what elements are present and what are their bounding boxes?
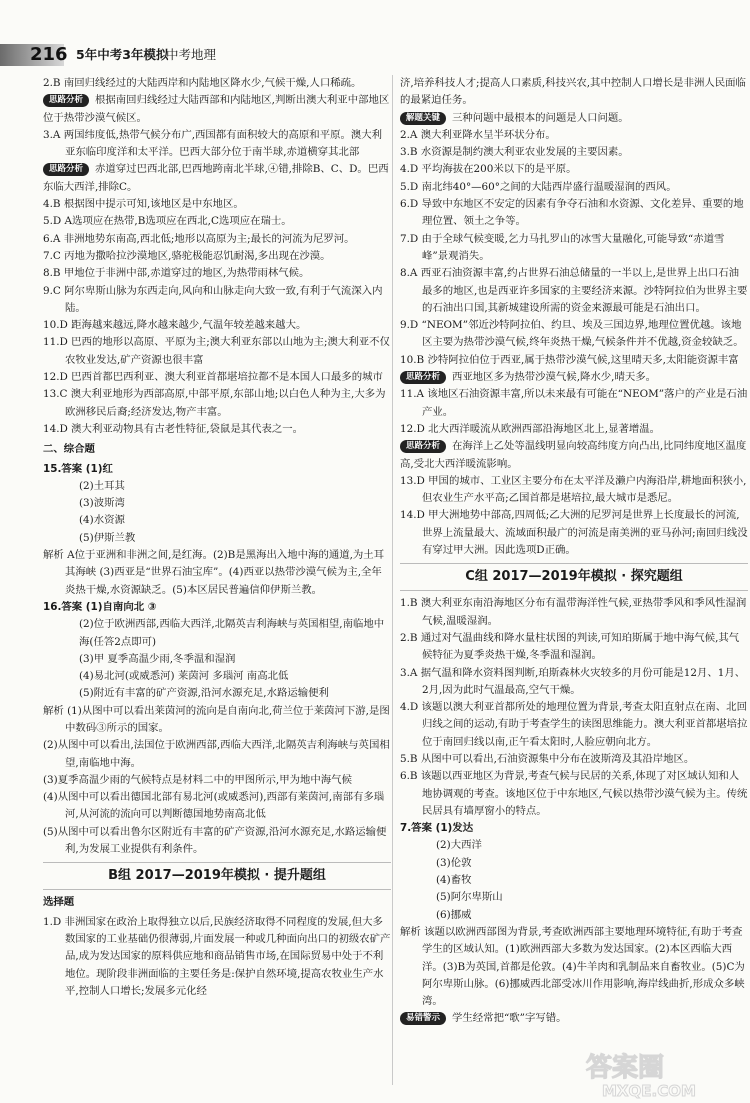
answer-item: (3)甲 夏季高温少雨,冬季温和湿润: [79, 652, 236, 665]
tip-text: 在海洋上乙处等温线明显向较高纬度方向凸出,比同纬度地区温度高,受北大西洋暖流影响。: [400, 440, 747, 470]
tip-label-badge: 解题关键: [400, 112, 446, 125]
analysis-line: (5)从图中可以看出鲁尔区附近有丰富的矿产资源,沿河水源充足,水路运输便利,为发展工业提供有利条件。: [43, 825, 387, 856]
answer-line: 3.A 两国纬度低,热带气候分布广,西国都有面积较大的高原和平原。澳大利亚东临印度洋和太平洋。巴西大部分位于南半球,赤道横穿其北部: [43, 128, 383, 159]
q16-answer-lines: [43, 616, 391, 702]
answer-item: (5)阿尔卑斯山: [436, 891, 503, 904]
group-b-title: B组 2017—2019年模拟 · 提升题组: [43, 862, 391, 890]
answer-line: 1.B 澳大利亚东南沿海地区分布有温带海洋性气候,亚热带季风和季风性湿润气候,温暖湿润。: [400, 597, 747, 627]
choice-title: 选择题: [43, 896, 75, 909]
tip-common-error-line: [400, 1010, 748, 1027]
book-title: 5年中考3年模拟: [76, 47, 169, 62]
answer-item: (4)畜牧: [436, 874, 472, 887]
analysis-line: (4)从图中可以看出德国北部有易北河(或威悉河),西部有莱茵河,南部有多瑙河,从河流的流向可以判断德国地势南高北低: [43, 791, 385, 821]
svg-text:答案圈: 答案圈: [586, 1053, 665, 1083]
q7-answer-head: 7.答案 (1)发达: [400, 822, 474, 835]
answer-line: 6.B 该题以西亚地区为背景,考查气候与民居的关系,体现了对区域认知和人地协调观的考查。该地区位于中东地区,气候以热带沙漠气候为主。传统民居具有墙厚窗小的特点。: [400, 770, 748, 817]
answer-line: 9.D “NEOM”邻近沙特阿拉伯、约旦、埃及三国边界,地理位置优越。该地区主要为热带沙漠气候,终年炎热干燥,气候条件并不优越,资金较缺乏。: [400, 319, 744, 349]
answer-line: 2.B 通过对气温曲线和降水量柱状图的判读,可知珀斯属于地中海气候,其气候特征为夏季炎热干燥,冬季温和湿润。: [400, 631, 740, 662]
right-answers-c: [400, 473, 748, 559]
b1-answer: 1.D 非洲国家在政治上取得独立以后,民族经济取得不同程度的发展,但大多数国家的工业基础仍很薄弱,片面发展一种或几种面向出口的初级农矿产品,成为发达国家的原料供应地和商品销售市场,在国际贸易中处于不利地位。现阶段非洲面临的主要任务是:保护自然环境,提高农牧业生产水平,控制人口增长;发展多元化经: [43, 915, 391, 997]
answer-item: (4)水资源: [79, 514, 125, 527]
q7-analysis: 解析 该题以欧洲西部图为背景,考查欧洲西部主要地理环境特征,有助于考查学生的区域认知。(1)欧洲西部大多数为发达国家。(2)本区西临大西洋。(3)B为英国,首都是伦敦。(4)牛羊肉和乳制品来自畜牧业。(5)C为阿尔卑斯山脉。(6)挪威西北部受冰川作用影响,海岸线曲折,形成众多峡湾。: [400, 925, 745, 1008]
tip-analysis-line: [400, 369, 748, 386]
answer-item: (4)易北河(或威悉河) 莱茵河 多瑙河 南高北低: [79, 670, 289, 683]
answer-line: 7.C 丙地为撒哈拉沙漠地区,骆驼极能忍饥耐渴,多出现在沙漠。: [43, 249, 331, 262]
answer-line: 10.B 沙特阿拉伯位于西亚,属于热带沙漠气候,这里晴天多,太阳能资源丰富: [400, 353, 739, 366]
page-header: [0, 0, 750, 66]
tip-text: 三种问题中最根本的问题是人口问题。: [452, 111, 629, 124]
left-answers: [43, 75, 391, 438]
answer-item: (5)附近有丰富的矿产资源,沿河水源充足,水路运输便利: [79, 687, 329, 700]
answer-line: 3.A 据气温和降水资料图判断,珀斯森林火灾较多的月份可能是12月、1月、2月,因为此时气温最高,空气干燥。: [400, 666, 746, 696]
tip-key-point-line: [400, 110, 748, 127]
q15-answer-head: 15.答案 (1)红: [43, 462, 113, 475]
tip-analysis-1: [400, 369, 748, 386]
answer-item: (3)波斯湾: [79, 497, 125, 510]
analysis-line: (3)夏季高温少雨的气候特点是材料二中的甲图所示,甲为地中海气候: [43, 773, 352, 786]
answer-item: (5)伊斯兰教: [79, 531, 136, 544]
answer-line: 8.B 甲地位于非洲中部,赤道穿过的地区,为热带雨林气候。: [43, 267, 310, 280]
answer-line: 13.D 甲国的城市、工业区主要分布在太平洋及濑户内海沿岸,耕地面积狭小,但农业生产水平高;乙国首都是堪培拉,最大城市是悉尼。: [400, 474, 747, 505]
answer-line: 4.D 该题以澳大利亚首都所处的地理位置为背景,考查太阳直射点在南、北回归线之间的运动,有助于考查学生的读图思维能力。澳大利亚首都堪培拉位于南回归线以南,正午看太阳时,人脸应朝向北方。: [400, 701, 748, 748]
tip-analysis-line: [400, 438, 748, 473]
q16-answer-head: 16.答案 (1)自南向北 ③: [43, 600, 157, 613]
answer-item: (2)土耳其: [79, 479, 125, 492]
right-column: [400, 75, 748, 1028]
answer-item: (2)位于欧洲西部,西临大西洋,北隔英吉利海峡与英国相望,南临地中海(任答2点即可): [79, 618, 385, 648]
tip-text: 西亚地区多为热带沙漠气候,降水少,晴天多。: [452, 371, 657, 384]
section-two-title: 二、综合题: [43, 443, 95, 456]
answer-line: 5.D 南北纬40°—60°之间的大陆西岸盛行温暖湿润的西风。: [400, 180, 677, 193]
answer-line: 12.D 北大西洋暖流从欧洲西部沿海地区北上,显著增温。: [400, 422, 661, 435]
tip-analysis-2: [400, 438, 748, 473]
answer-line: 3.B 水资源是制约澳大利亚农业发展的主要因素。: [400, 146, 629, 159]
answer-item: (2)大西洋: [436, 839, 482, 852]
answer-line: 14.D 澳大利亚动物具有古老性特征,袋鼠是其代表之一。: [43, 422, 304, 435]
answer-line: 4.D 平均海拔在200米以下的是平原。: [400, 163, 577, 176]
answer-line: 2.B 南回归线经过的大陆西岸和内陆地区降水少,气候干燥,人口稀疏。: [43, 77, 362, 89]
group-c-title: C组 2017—2019年模拟 · 探究题组: [400, 563, 748, 591]
analysis-line: 解析 (1)从图中可以看出莱茵河的流向是自南向北,荷兰位于莱茵河下游,是图中数码③所示的国家。: [43, 704, 390, 734]
page-number: 216: [30, 44, 68, 65]
answer-line: 7.D 由于全球气候变暖,乞力马扎罗山的冰雪大量融化,可能导致“赤道雪峰”景观消失。: [400, 232, 725, 262]
tip-label-badge: 思路分析: [43, 163, 89, 176]
answer-line: 10.D 距海越来越远,降水越来越少,气温年较差越来越大。: [43, 319, 307, 332]
tip-text: 学生经常把“歌”字写错。: [452, 1012, 567, 1025]
tip-label-badge: 思路分析: [400, 440, 446, 453]
answer-line: 14.D 甲大洲地势中部高,四周低;乙大洲的尼罗河是世界上长度最长的河流,世界上流量最大、流域面积最广的河流是南美洲的亚马孙河;南回归线没有穿过甲大洲。因此选项D正确。: [400, 509, 748, 557]
watermark-logo: [580, 1046, 745, 1100]
q15-answer-items: [43, 478, 391, 547]
answer-line: 6.D 导致中东地区不安定的因素有争夺石油和水资源、文化差异、重要的地理位置、领土之争等。: [400, 198, 744, 228]
answer-line: 13.C 澳大利亚地形为西部高原,中部平原,东部山地;以白色人种为主,大多为欧洲移民后裔;经济发达,物产丰富。: [43, 388, 386, 418]
tip-common-error: [400, 1010, 748, 1027]
right-answers-a: [400, 127, 748, 369]
tip-key-point: [400, 110, 748, 127]
answer-line: 5.B 从图中可以看出,石油资源集中分布在波斯湾及其沿岸地区。: [400, 752, 695, 765]
q7-answer-items: [400, 837, 748, 923]
answer-line: 12.D 巴西首都巴西利亚、澳大利亚首都堪培拉都不是本国人口最多的城市: [43, 371, 383, 384]
tip-text: 根据南回归线经过大陆西部和内陆地区,判断出澳大利亚中部地区位于热带沙漠气候区。: [43, 94, 390, 124]
q16-analysis: [43, 703, 391, 859]
answer-line: 11.D 巴西的地形以高原、平原为主;澳大利亚东部以山地为主;澳大利亚不仅农牧业发达,矿产资源也很丰富: [43, 336, 390, 366]
right-answers-d: [400, 595, 748, 820]
analysis-line: (2)从图中可以看出,法国位于欧洲西部,西临大西洋,北隔英吉利海峡与英国相望,南临地中海。: [43, 739, 390, 769]
answer-line-tip-1: [43, 92, 391, 127]
answer-item: (3)伦敦: [436, 856, 472, 869]
tip-label-badge: 思路分析: [43, 94, 89, 107]
answer-line: 5.D A选项应在热带,B选项应在西北,C选项应在瑞士。: [43, 215, 292, 228]
tip-text: 赤道穿过巴西北部,巴西地跨南北半球,④错,排除B、C、D。巴西东临大西洋,排除C。: [43, 163, 389, 193]
q15-analysis: 解析 A位于亚洲和非洲之间,是红海。(2)B是黑海出入地中海的通道,为土耳其海峡 (3)西亚是“世界石油宝库”。(4)西亚以热带沙漠气候为主,全年炎热干燥,水资源缺乏。(5)本区居民普遍信仰伊斯兰教。: [43, 549, 385, 596]
b1-continued: 济,培养科技人才;提高人口素质,科技兴农,其中控制人口增长是非洲人民面临的最紧迫任务。: [400, 77, 746, 107]
right-answers-b: [400, 386, 748, 438]
column-divider: [392, 75, 393, 1085]
svg-text:MXQE.COM: MXQE.COM: [602, 1082, 696, 1100]
tip-label-badge: 思路分析: [400, 371, 446, 384]
left-column: [43, 75, 391, 1000]
tip-label-badge: 易错警示: [400, 1012, 446, 1025]
answer-line: 11.A 该地区石油资源丰富,所以未来最有可能在“NEOM”落户的产业是石油产业。: [400, 388, 748, 418]
answer-line: 6.A 非洲地势东南高,西北低;地形以高原为主;最长的河流为尼罗河。: [43, 232, 355, 245]
answer-item: (6)挪威: [436, 908, 472, 921]
answer-line: 8.A 西亚石油资源丰富,约占世界石油总储量的一半以上,是世界上出口石油最多的地区,也是西亚许多国家的主要经济来源。沙特阿拉伯为世界主要的石油出口国,其新城建设所需的资金来源最可能是石油出口。: [400, 267, 748, 314]
answer-line: 9.C 阿尔卑斯山脉为东西走向,风向和山脉走向大致一致,有利于气流深入内陆。: [43, 284, 383, 314]
answer-line: 4.B 根据图中提示可知,该地区是中东地区。: [43, 198, 244, 211]
answer-line-tip-3: [43, 161, 391, 196]
subject-title: 中考地理: [166, 47, 217, 62]
answer-line: 2.A 澳大利亚降水呈半环状分布。: [400, 128, 556, 141]
